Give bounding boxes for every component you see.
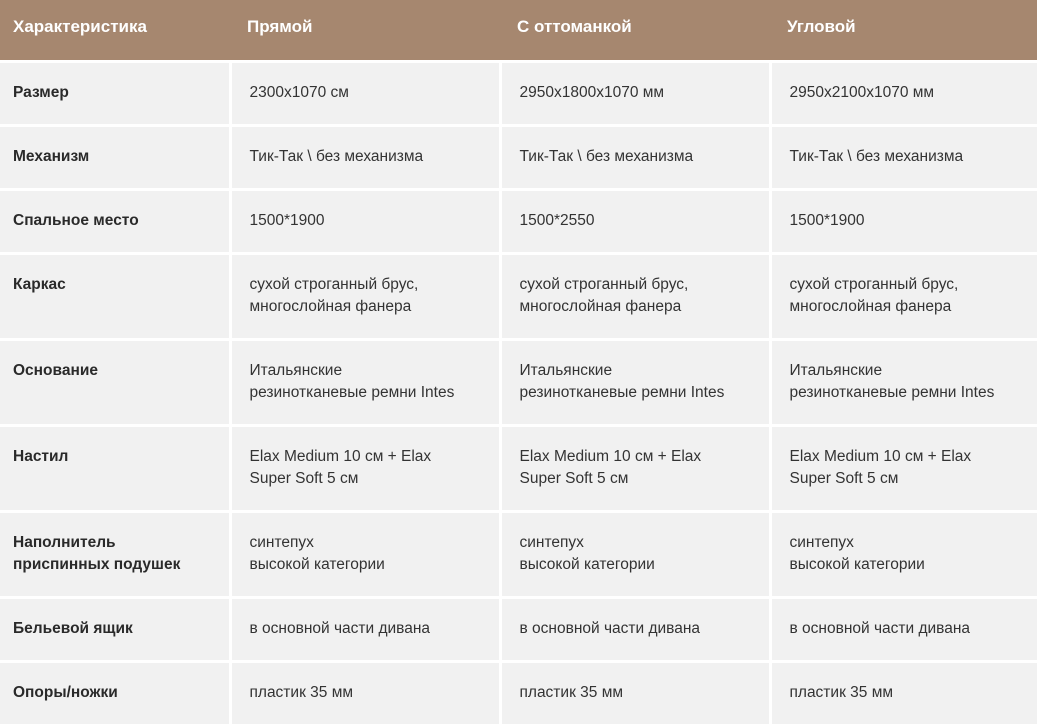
table-row [0,512,1037,598]
value-cell [230,190,500,254]
value-cell [230,62,500,126]
table-row [0,662,1037,724]
value-cell [500,62,770,126]
row-label: Спальное место [0,191,229,232]
value-straight: Итальянские резинотканевые ремни Intes [232,341,499,404]
header-with-ottoman: С оттоманкой [500,0,770,62]
table-body [0,62,1037,724]
row-label-cell [0,126,230,190]
value-cell [230,662,500,724]
header-straight: Прямой [230,0,500,62]
value-cell [500,190,770,254]
table-row [0,254,1037,340]
value-cell [500,512,770,598]
value-cell [770,662,1037,724]
row-label: Размер [0,63,229,104]
value-with-ottoman: 2950х1800х1070 мм [502,63,769,104]
value-cell [500,662,770,724]
value-corner: Тик-Так \ без механизма [772,127,1037,168]
table-header [0,0,1037,62]
row-label-cell [0,62,230,126]
value-corner: 1500*1900 [772,191,1037,232]
value-straight: в основной части дивана [232,599,499,640]
value-straight: сухой строганный брус, многослойная фанера [232,255,499,318]
row-label-cell [0,426,230,512]
value-cell [770,598,1037,662]
row-label: Основание [0,341,229,382]
value-cell [230,598,500,662]
value-straight: Тик-Так \ без механизма [232,127,499,168]
row-label-cell [0,254,230,340]
row-label-cell [0,190,230,254]
value-cell [770,126,1037,190]
row-label: Настил [0,427,229,468]
value-cell [770,512,1037,598]
value-cell [770,340,1037,426]
value-cell [230,340,500,426]
value-straight: 1500*1900 [232,191,499,232]
value-cell [500,598,770,662]
value-with-ottoman: в основной части дивана [502,599,769,640]
row-label-cell [0,512,230,598]
value-with-ottoman: Тик-Так \ без механизма [502,127,769,168]
table-row [0,62,1037,126]
value-with-ottoman: 1500*2550 [502,191,769,232]
table-row [0,340,1037,426]
table-row [0,426,1037,512]
value-corner: пластик 35 мм [772,663,1037,704]
row-label: Каркас [0,255,229,296]
value-with-ottoman: синтепух высокой категории [502,513,769,576]
table-row [0,126,1037,190]
value-cell [230,426,500,512]
header-corner: Угловой [770,0,1037,62]
value-corner: Итальянские резинотканевые ремни Intes [772,341,1037,404]
value-corner: Elax Medium 10 см + Elax Super Soft 5 см [772,427,1037,490]
value-cell [770,426,1037,512]
table-row [0,190,1037,254]
row-label: Опоры/ножки [0,663,229,704]
value-cell [500,254,770,340]
value-with-ottoman: Elax Medium 10 см + Elax Super Soft 5 см [502,427,769,490]
table-row [0,598,1037,662]
row-label: Бельевой ящик [0,599,229,640]
value-corner: сухой строганный брус, многослойная фанера [772,255,1037,318]
value-straight: пластик 35 мм [232,663,499,704]
value-with-ottoman: Итальянские резинотканевые ремни Intes [502,341,769,404]
row-label: Наполнитель приспинных подушек [0,513,229,576]
header-characteristic: Характеристика [0,0,230,62]
row-label: Механизм [0,127,229,168]
value-cell [770,190,1037,254]
value-with-ottoman: сухой строганный брус, многослойная фанера [502,255,769,318]
header-row [0,0,1037,62]
value-cell [770,254,1037,340]
value-cell [230,512,500,598]
value-straight: Elax Medium 10 см + Elax Super Soft 5 см [232,427,499,490]
row-label-cell [0,598,230,662]
value-with-ottoman: пластик 35 мм [502,663,769,704]
value-cell [500,426,770,512]
row-label-cell [0,340,230,426]
value-corner: в основной части дивана [772,599,1037,640]
value-cell [500,340,770,426]
value-cell [230,254,500,340]
value-corner: синтепух высокой категории [772,513,1037,576]
value-cell [500,126,770,190]
value-corner: 2950х2100х1070 мм [772,63,1037,104]
value-cell [770,62,1037,126]
value-straight: синтепух высокой категории [232,513,499,576]
row-label-cell [0,662,230,724]
value-cell [230,126,500,190]
value-straight: 2300х1070 см [232,63,499,104]
